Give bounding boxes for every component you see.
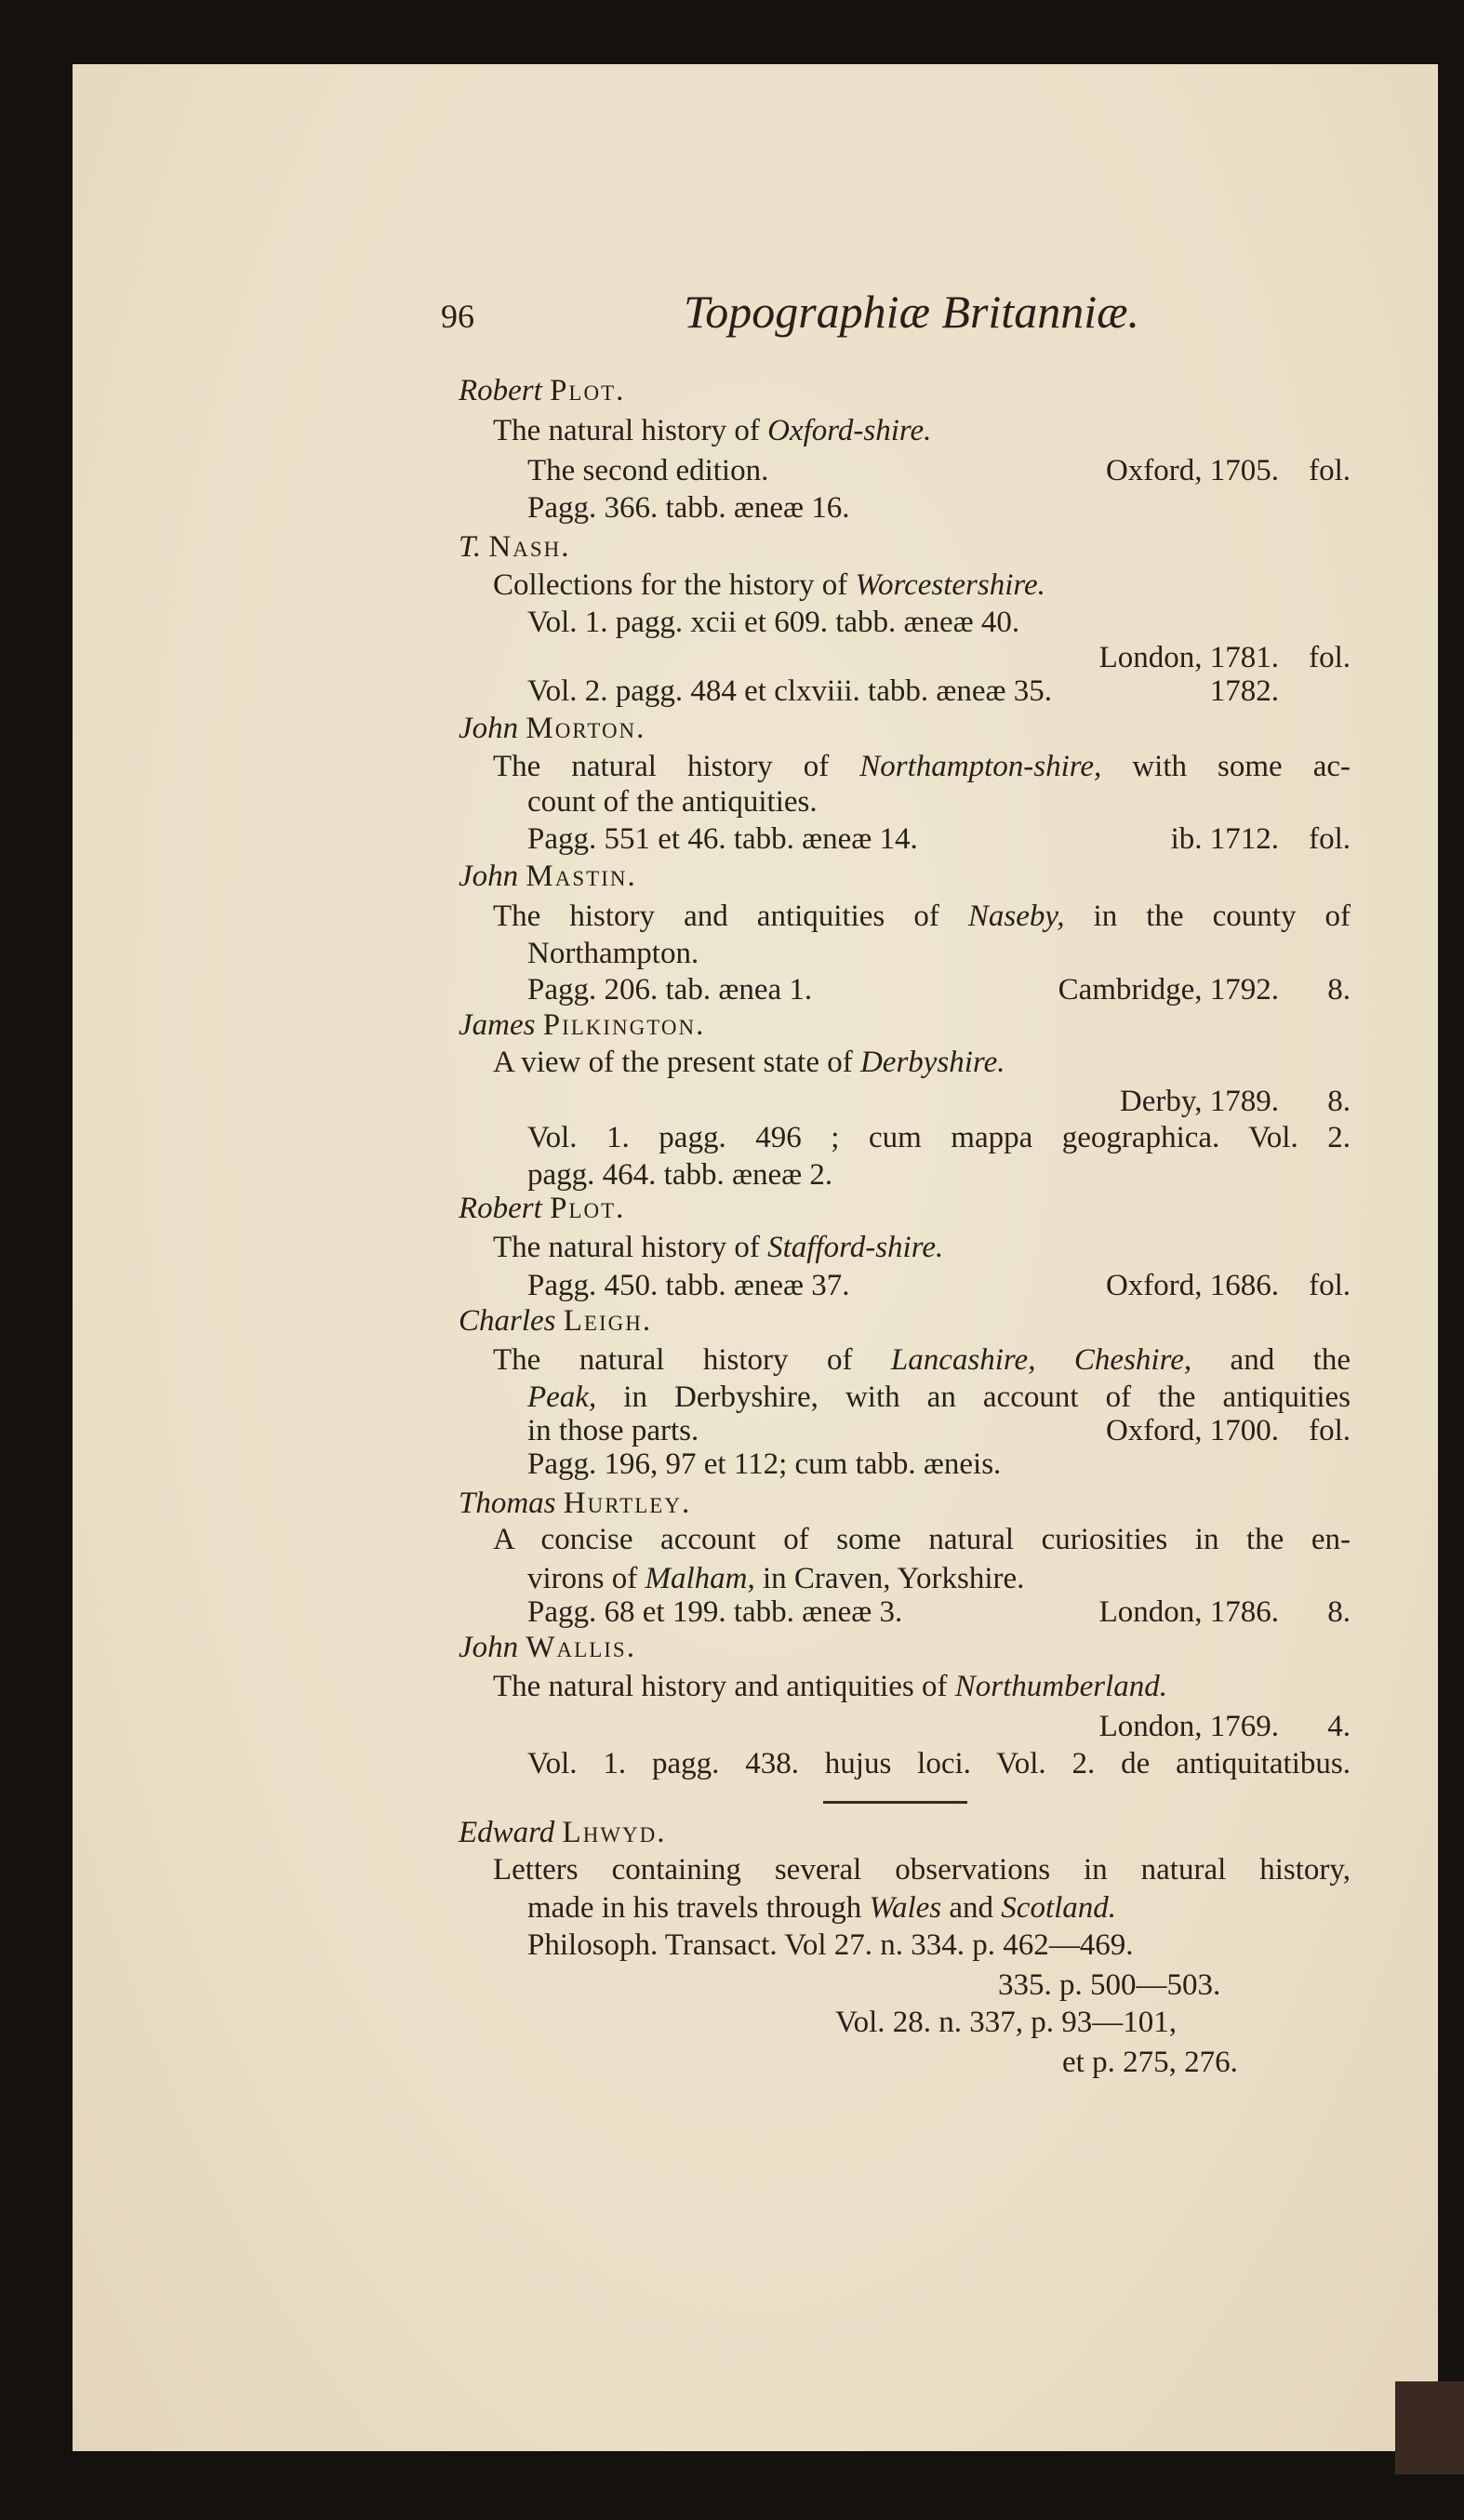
entry-text: in Craven, Yorkshire. [754,1562,1025,1595]
entry-text: Wales [869,1891,942,1925]
imprint-place-year: Oxford, 1700. [1105,1414,1279,1447]
entry-line [527,783,818,820]
imprint-place-year: Oxford, 1705. [1105,454,1279,487]
author-first-name: T. [459,530,482,564]
imprint-place-year: Cambridge, 1792. [1058,973,1279,1007]
entry-text: Lancashire, Cheshire, [890,1343,1192,1377]
entry-text: Collections for the history of [493,568,856,602]
entry-line [527,935,699,972]
imprint-place-year: 1782. [1209,674,1279,708]
imprint-place-year: London, 1769. [1098,1710,1279,1743]
imprint-place-year: London, 1786. [1098,1595,1279,1629]
entry-text: virons of [527,1562,645,1595]
author-line [459,1302,652,1340]
entry-line [493,1851,1351,1888]
author-surname: Plot. [550,374,626,407]
entry-line [493,412,931,449]
imprint-place-year: Oxford, 1686. [1105,1269,1279,1302]
imprint-place-year: Derby, 1789. [1119,1085,1279,1118]
entry-text: The natural history of [493,1231,768,1264]
author-surname: Pilkington. [542,1008,706,1042]
entry-line [527,604,1019,641]
author-line [459,528,571,566]
entry-line [493,898,1351,935]
book-format: 8. [1327,973,1351,1007]
entry-line [527,1889,1116,1927]
entry-text: Naseby, [967,900,1065,933]
author-first-name: John [459,1631,519,1664]
author-line [459,1190,625,1227]
book-format: 8. [1327,1085,1351,1118]
book-format: fol. [1309,1414,1351,1447]
author-first-name: Robert [459,1192,542,1225]
entry-text: 335. p. 500—503. [998,1968,1221,2002]
book-format: fol. [1309,454,1351,487]
entry-text: in those parts. [527,1414,699,1447]
entry-text: Vol. 1. pagg. 438. hujus loci. Vol. 2. de antiquitatibus. [527,1747,1351,1780]
author-surname: Plot. [550,1192,626,1225]
entry-line [527,452,768,489]
author-first-name: Charles [459,1304,556,1338]
author-line [459,1629,636,1666]
entry-text: The natural history and antiquities of [493,1670,955,1703]
author-surname: Mastin. [526,860,637,893]
entry-text: count of the antiquities. [527,785,818,819]
entry-line [493,1044,1005,1081]
entry-line [1062,2044,1238,2081]
author-line [459,1814,667,1851]
entry-text: made in his travels through [527,1891,870,1925]
entry-text: The natural history of [493,414,768,447]
entry-text: The second edition. [527,454,769,487]
entry-text: Letters containing several observations in natural history, [493,1853,1351,1887]
book-format: 8. [1327,1595,1351,1629]
entry-line [493,567,1045,604]
author-line [459,1007,705,1044]
entry-text: and the [1191,1343,1351,1377]
book-format: 4. [1327,1710,1351,1743]
entry-text: Northampton. [527,937,699,970]
imprint-place-year: ib. 1712. [1170,822,1279,856]
author-surname: Wallis. [526,1631,636,1664]
entry-text: The history and antiquities of [493,900,968,933]
entry-line [835,2004,1177,2041]
entry-text: with some ac- [1101,750,1351,783]
entry-text: Malham, [645,1562,755,1595]
author-first-name: Edward [459,1816,555,1849]
author-surname: Lhwyd. [562,1816,667,1849]
author-first-name: Thomas [459,1487,556,1520]
entry-line [527,1412,699,1449]
entry-text: Pagg. 206. tab. ænea 1. [527,973,813,1007]
book-format: fol. [1309,1269,1351,1302]
author-line [459,1485,691,1522]
section-divider [823,1801,967,1804]
entry-line [527,1156,832,1193]
entry-line [527,820,918,858]
entry-line [998,1967,1220,2004]
imprint-place-year: London, 1781. [1098,641,1279,674]
entry-line [493,1229,943,1266]
book-format: fol. [1309,641,1351,674]
author-surname: Hurtley. [563,1487,692,1520]
author-surname: Nash. [488,530,571,564]
entry-line [527,1119,1351,1156]
entry-text: A view of the present state of [493,1046,860,1079]
entry-text: Vol. 1. pagg. 496 ; cum mappa geographica. Vol. 2. [527,1121,1351,1154]
entry-line [527,971,812,1008]
entry-text: Vol. 2. pagg. 484 et clxviii. tabb. æneæ 35. [527,674,1053,708]
running-title: Topographiæ Britanniæ. [684,286,1139,338]
entry-text: Worcestershire. [855,568,1045,602]
author-surname: Morton. [526,712,646,745]
entry-text: and [941,1891,1002,1925]
entry-line [493,1668,1167,1705]
author-first-name: John [459,712,519,745]
page-number: 96 [441,298,474,335]
author-line [459,858,637,895]
entry-text: A concise account of some natural curiosities in the en- [493,1523,1351,1556]
entry-text: pagg. 464. tabb. æneæ 2. [527,1158,833,1192]
entry-line [527,1446,1001,1483]
entry-text: Stafford-shire. [767,1231,944,1264]
entry-text: Pagg. 450. tabb. æneæ 37. [527,1269,850,1302]
entry-text: Derbyshire. [859,1046,1005,1079]
entry-line [527,1267,849,1304]
entry-line [493,1341,1351,1379]
entry-line [527,1745,1351,1782]
entry-text: Vol. 28. n. 337, p. 93—101, [835,2006,1177,2039]
entry-text: Philosoph. Transact. Vol 27. n. 334. p. 462—469. [527,1928,1134,1962]
entry-line [527,1927,1134,1964]
entry-text: Oxford-shire. [767,414,932,447]
entry-text: Pagg. 68 et 199. tabb. æneæ 3. [527,1595,903,1629]
entry-line [527,489,849,527]
author-surname: Leigh. [563,1304,653,1338]
entry-line [493,748,1351,785]
entry-text: in the county of [1064,900,1351,933]
entry-text: Vol. 1. pagg. xcii et 609. tabb. æneæ 40. [527,606,1020,639]
entry-text: Northumberland. [954,1670,1167,1703]
entry-line [527,673,1052,710]
entry-text: et p. 275, 276. [1062,2046,1238,2079]
author-first-name: James [459,1008,536,1042]
author-first-name: Robert [459,374,542,407]
entry-text: in Derbyshire, with an account of the antiquities [596,1380,1351,1414]
author-first-name: John [459,860,519,893]
entry-line [527,1593,902,1631]
entry-line [527,1379,1351,1416]
entry-text: The natural history of [493,1343,891,1377]
entry-text: Scotland. [1001,1891,1117,1925]
entry-text: Pagg. 551 et 46. tabb. æneæ 14. [527,822,918,856]
page-edge [1395,2381,1464,2474]
entry-text: Peak, [527,1380,597,1414]
entry-text: The natural history of [493,750,860,783]
entry-line [527,1560,1024,1597]
entry-text: Northampton-shire, [859,750,1102,783]
entry-text: Pagg. 196, 97 et 112; cum tabb. æneis. [527,1447,1002,1481]
entry-text: Pagg. 366. tabb. æneæ 16. [527,491,850,525]
author-line [459,710,645,747]
entry-line [493,1521,1351,1558]
book-format: fol. [1309,822,1351,856]
author-line [459,372,625,409]
